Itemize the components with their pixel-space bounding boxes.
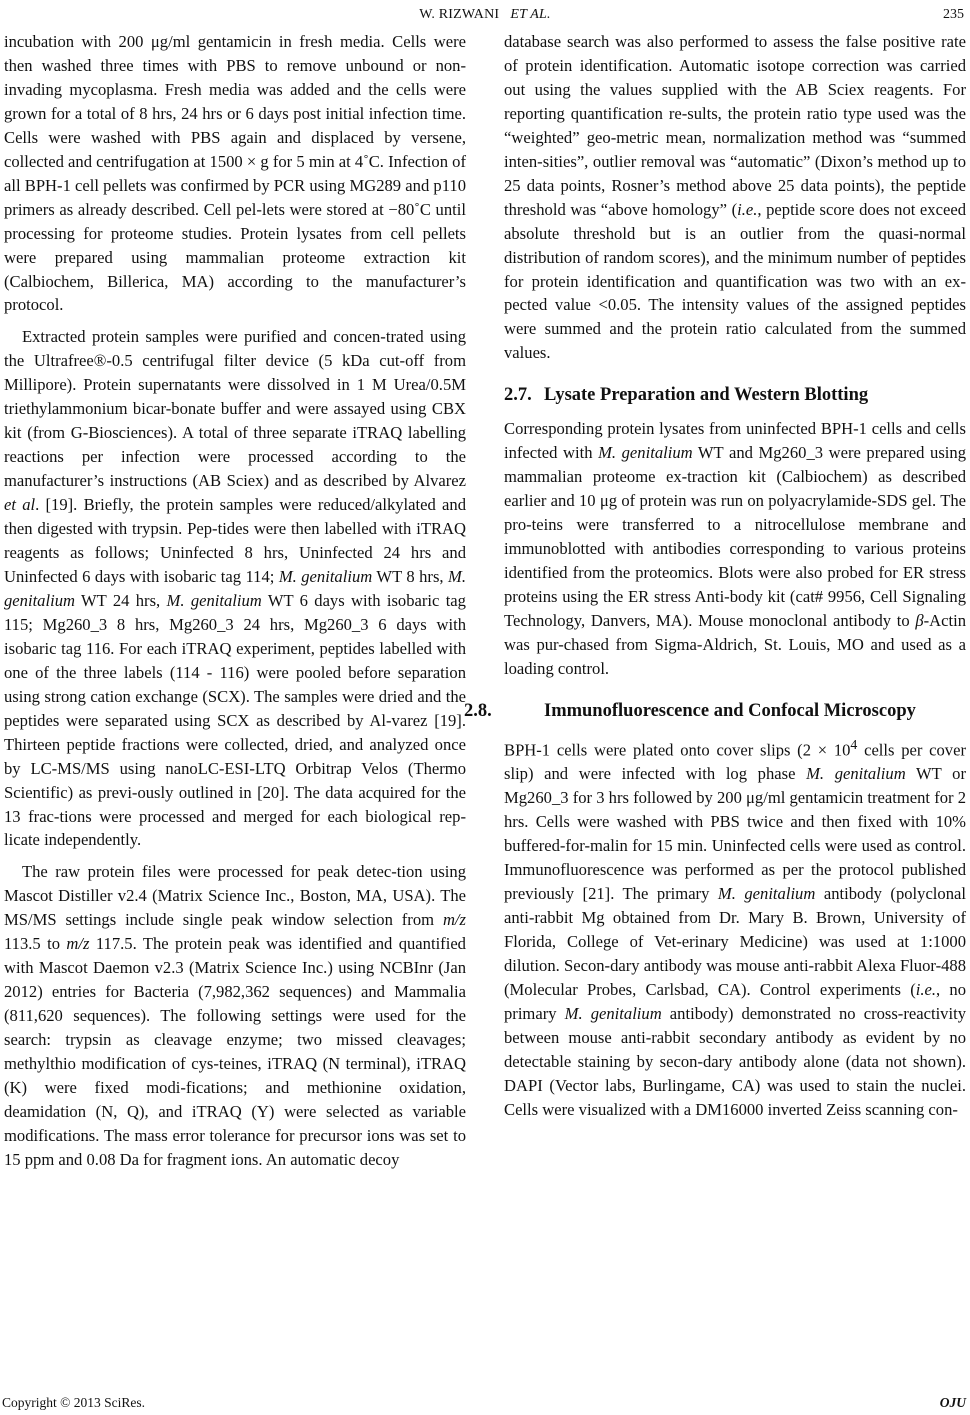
left-column (4, 30, 466, 1172)
running-head (0, 2, 970, 28)
et-al: ET AL. (510, 7, 551, 22)
journal-abbreviation: OJU (939, 1395, 966, 1410)
paragraph-incubation: incubation with 200 μg/ml gentamicin in fresh media. Cells were then washed three times with PBS to remove unbound or non-invading mycoplasma. Fresh media was added and the cells were grown for a total of 8 hrs, 24 hrs or 6 days post initial infection time. Cells were washed with PBS again and displaced by versene, collected and centrifugation at 1500 × g for 5 min at 4˚C. Infection of all BPH-1 cell pellets was confirmed by PCR using MG289 and p110 primers as already described. Cell pel-lets were stored at −80˚C until processing for proteome studies. Protein lysates from cell pellets were prepared using mammalian proteome extraction kit (Calbiochem, Billerica, MA) according to the manufacturer’s protocol. (4, 32, 466, 315)
page-footer (0, 1393, 970, 1413)
running-head-authors (0, 2, 970, 28)
right-column (464, 30, 966, 1122)
copyright-notice: Copyright © 2013 SciRes. (2, 1395, 146, 1410)
paragraph-western-blotting: Corresponding protein lysates from uninfected BPH-1 cells and cells infected with M. genitalium WT and Mg260_3 were prepared using mammalian proteome ex-traction kit (Calbiochem) as described earlier and 10 μg of protein was run on polyacrylamide-SDS gel. The pro-teins were transferred to a nitrocellulose membrane and immunoblotted with antibodies corresponding to various proteins identified from the proteomics. Blots were also probed for ER stress proteins using the ER stress Anti-body kit (cat# 9956, Cell Signaling Technology, Danvers, MA). Mouse monoclonal antibody to β-Actin was pur-chased from Sigma-Aldrich, St. Louis, MO and used as a loading control. (504, 419, 966, 678)
author-names: W. RIZWANI (419, 7, 500, 22)
paragraph-extraction: Extracted protein samples were purified and concen-trated using the Ultrafree®-0.5 centrifugal filter device (5 kDa cut-off from Millipore). Protein supernatants were dissolved in 1 M Urea/0.5M triethylammonium bicar-bonate buffer and were assayed using CBX kit (from G-Biosciences). A total of three separate iTRAQ labelling reactions per infection were processed according to the manufacturer’s instructions (AB Sciex) and as described by Alvarez et al. [19]. Briefly, the protein samples were reduced/alkylated and then digested with trypsin. Pep-tides were then labelled with iTRAQ reagents as follows; Uninfected 8 hrs, Uninfected 24 hrs and Uninfected 6 days with isobaric tag 114; M. genitalium WT 8 hrs, M. genitalium WT 24 hrs, M. genitalium WT 6 days with isobaric tag 115; Mg260_3 8 hrs, Mg260_3 24 hrs, Mg260_3 6 days with isobaric tag 116. For each iTRAQ experiment, peptides labelled with one of the three labels (114 - 116) were pooled before separation using strong cation exchange (SCX). The samples were dried and the peptides were separated using SCX as described by Al-varez [19]. Thirteen peptide fractions were collected, dried, and analyzed once by LC-MS/MS using nanoLC-ESI-LTQ Orbitrap Velos (Thermo Scientific) as previ-ously outlined in [20]. The data acquired for the 13 frac-tions were processed and merged for each biological rep-licate independently. (4, 327, 467, 850)
paragraph-mascot: The raw protein files were processed for peak detec-tion using Mascot Distiller v2.4 (Matrix Science Inc., Boston, MA, USA). The MS/MS settings include single peak window selection from m/z 113.5 to m/z 117.5. The protein peak was identified and quantified with Mascot Daemon v2.3 (Matrix Science Inc.) using NCBInr (Jan 2012) entries for Bacteria (7,982,362 sequences) and Mammalia (811,620 sequences). The following settings were used for the search: trypsin as cleavage enzyme; two missed cleavages; methylthio modification of cys-teines, iTRAQ (N terminal), iTRAQ (K) were fixed modi-fications; and methionine oxidation, deamidation (N, Q), and iTRAQ (Y) were selected as variable modifications. The mass error tolerance for precursor ions was set to 15 ppm and 0.08 Da for fragment ions. An automatic decoy (4, 862, 466, 1169)
page-number: 235 (943, 7, 964, 22)
section-heading-2-7: 2.7. Lysate Preparation and Western Blotting (504, 385, 869, 406)
section-heading-2-8: 2.8. Immunofluorescence and Confocal Microscopy (464, 700, 916, 721)
paragraph-immunofluorescence: BPH-1 cells were plated onto cover slips ($2 \times 10^4$ cells per cover slip) and were infected with log phase M. genitalium WT or Mg260_3 for 3 hrs followed by 200 μg/ml gentamicin treatment for 2 hrs. Cells were washed with PBS twice and then fixed with 10% buffered-for-malin for 15 min. Uninfected cells were used as control. Immunofluorescence was performed as per the protocol published previously [21]. The primary M. genitalium antibody (polyclonal anti-rabbit Mg obtained from Dr. Mary B. Brown, University of Florida, College of Vet-erinary Medicine) was used at 1:1000 dilution. Secon-dary antibody was mouse anti-rabbit Alexa Fluor-488 (Molecular Probes, Carlsbad, CA). Control experiments (i.e., no primary M. genitalium antibody) demonstrated no cross-reactivity between mouse anti-rabbit secondary antibody as evident by no detectable staining by secon-dary antibody alone (data not shown). DAPI (Vector labs, Burlingame, CA) was used to stain the nuclei. Cells were visualized with a DM16000 inverted Zeiss scanning con- (504, 736, 966, 1119)
paragraph-decoy-search: database search was also performed to assess the false positive rate of protein identification. Automatic isotope correction was carried out using the values supplied with the AB Sciex reagents. For reporting quantification re-sults, the protein ratio type used was the “weighted” geo-metric mean, normalization method was “summed inten-sities”, outlier removal was “automatic” (Dixon’s method up to 25 data points, Rosner’s method above 25 data points), the peptide threshold was “above homology” (i.e., peptide score does not exceed absolute threshold but is an outlier from the quasi-normal distribution of random scores), and the minimum number of peptides for protein identification and quantification was two with an ex-pected value <0.05. The intensity values of the assigned peptides were summed and the protein ratio calculated from the summed values. (504, 32, 966, 363)
